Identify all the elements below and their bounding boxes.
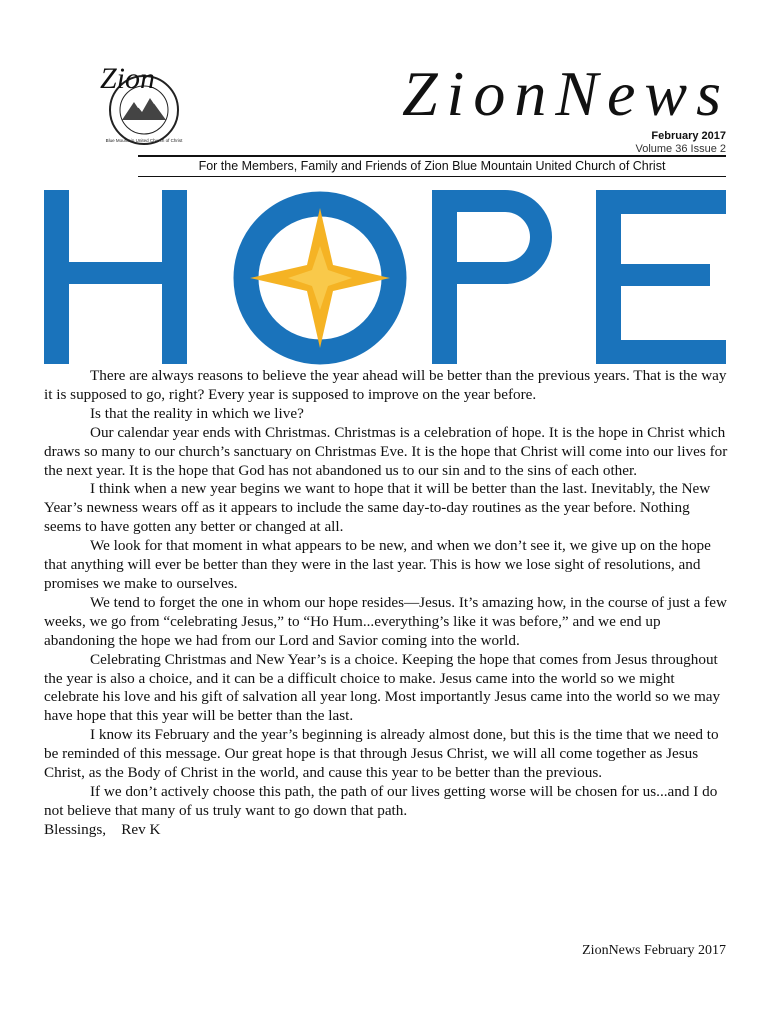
hope-letter-p: [432, 190, 552, 364]
logo-ring-text: Blue Mountain United Church of Christ: [105, 138, 183, 143]
masthead-title: ZionNews: [401, 58, 730, 129]
article-paragraph: If we don’t actively choose this path, the path of our lives getting worse will be chosen for us...and I do not believe that many of us truly want to go down that path.: [44, 782, 718, 819]
article-body: [44, 367, 728, 840]
article-paragraph: We tend to forget the one in whom our hope resides—Jesus. It’s amazing how, in the course of just a few weeks, we go from “celebrating Jesus,” to “Ho Hum...everything’s like it was before,” and we end up abandoning the hope we had from our Lord and Savior coming into the world.: [44, 593, 727, 649]
hope-letter-o: [246, 204, 394, 352]
logo-text: Zion: [100, 62, 156, 95]
page-footer: ZionNews February 2017: [582, 943, 726, 958]
article-paragraph: There are always reasons to believe the year ahead will be better than the previous years. That is the way it is supposed to go, right? Every year is supposed to improve on the year before.: [44, 367, 727, 403]
hope-letter-e: [596, 190, 726, 364]
issue-volume: Volume 36 Issue 2: [635, 143, 726, 155]
tagline: For the Members, Family and Friends of Zion Blue Mountain United Church of Christ: [198, 159, 666, 173]
article-paragraph: Is that the reality in which we live?: [90, 404, 304, 422]
zion-logo: [96, 58, 188, 150]
hope-banner: [0, 186, 770, 368]
issue-date: February 2017: [651, 130, 726, 142]
article-paragraph: We look for that moment in what appears to be new, and when we don’t see it, we give up on the hope that anything will ever be better than they were in the last year. This is how we lose sight of resolutions, and promises we make to ourselves.: [44, 537, 711, 592]
article-paragraph: I know its February and the year’s beginning is already almost done, but this is the time that we need to be reminded of this message. Our great hope is that through Jesus Christ, we will all come together as Jesus Christ, as the Body of Christ in the world, and cause this year to be better than the previous.: [44, 726, 719, 782]
article-paragraph: I think when a new year begins we want to hope that it will be better than the last. Inevitably, the New Year’s newness wears off as it appears to include the same day-to-day routines as the year before. Nothing seems to have gotten any better or changed at all.: [44, 480, 711, 536]
header-rule-top: [138, 155, 726, 157]
article-paragraph: Celebrating Christmas and New Year’s is a choice. Keeping the hope that comes from Jesus throughout the year is also a choice, and it can be a difficult choice to make. Jesus came into the world so we might celebrate his love and his gift of salvation all year long. Most importantly Jesus came into the world so we may have hope that this year will be better than the last.: [44, 650, 721, 725]
article-paragraph: Our calendar year ends with Christmas. Christmas is a celebration of hope. It is the hope in Christ which draws so many to our church’s sanctuary on Christmas Eve. It is the hope that Christ will come into our lives for the next year. It is the hope that God has not abandoned us to our sin and to the sins of each other.: [44, 423, 728, 479]
signoff: Blessings, Rev K: [44, 820, 161, 838]
hope-letter-h: [44, 190, 187, 364]
header-rule-bottom: [138, 176, 726, 177]
